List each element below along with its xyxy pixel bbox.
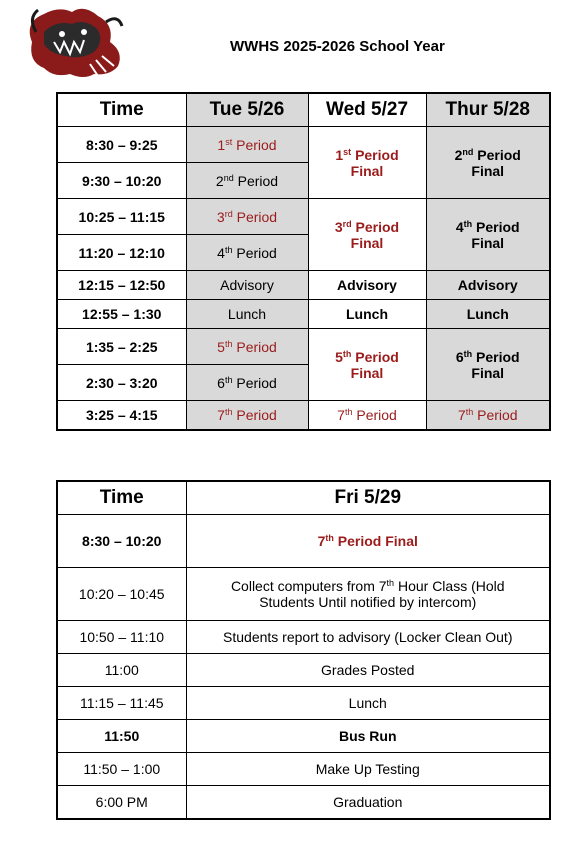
period-cell: 7th Period (426, 401, 550, 430)
table-row (57, 568, 550, 621)
period-cell: 3rd Period (186, 199, 308, 235)
period-cell: 4th Period (186, 235, 308, 271)
final-cell: 4th Period Final (426, 199, 550, 271)
activity-cell: Students report to advisory (Locker Clean Out) (186, 621, 550, 654)
activity-cell: Grades Posted (186, 654, 550, 687)
activity-cell: Graduation (186, 786, 550, 820)
time-cell: 11:00 (57, 654, 186, 687)
table-row (57, 271, 550, 300)
activity-cell: Bus Run (186, 720, 550, 753)
table-row (57, 300, 550, 329)
table-row (57, 199, 550, 235)
time-cell: 12:15 – 12:50 (57, 271, 186, 300)
time-cell: 8:30 – 10:20 (57, 515, 186, 568)
table-row (57, 786, 550, 820)
table-row (57, 621, 550, 654)
page-title: WWHS 2025-2026 School Year (230, 38, 445, 55)
column-header-wed: Wed 5/27 (308, 93, 426, 127)
lunch-cell: Lunch (308, 300, 426, 329)
table-row (57, 654, 550, 687)
table-row (57, 720, 550, 753)
time-cell: 2:30 – 3:20 (57, 365, 186, 401)
column-header-thu: Thur 5/28 (426, 93, 550, 127)
final-cell: 3rd Period Final (308, 199, 426, 271)
activity-cell: Make Up Testing (186, 753, 550, 786)
table-row (57, 753, 550, 786)
time-cell: 12:55 – 1:30 (57, 300, 186, 329)
advisory-cell: Advisory (308, 271, 426, 300)
table-row (57, 687, 550, 720)
period-cell: 2nd Period (186, 163, 308, 199)
lunch-cell: Lunch (186, 300, 308, 329)
activity-cell: 7th Period Final (186, 515, 550, 568)
time-cell: 1:35 – 2:25 (57, 329, 186, 365)
lunch-cell: Lunch (426, 300, 550, 329)
time-cell: 10:25 – 11:15 (57, 199, 186, 235)
time-cell: 11:20 – 12:10 (57, 235, 186, 271)
column-header-time: Time (57, 93, 186, 127)
time-cell: 11:50 – 1:00 (57, 753, 186, 786)
time-cell: 9:30 – 10:20 (57, 163, 186, 199)
time-cell: 8:30 – 9:25 (57, 127, 186, 163)
table-header-row (57, 93, 550, 127)
schedule-table-friday (56, 480, 551, 820)
bear-mascot-icon (14, 2, 132, 80)
schedule-table-midweek (56, 92, 551, 431)
table-row (57, 401, 550, 430)
time-cell: 3:25 – 4:15 (57, 401, 186, 430)
column-header-tue: Tue 5/26 (186, 93, 308, 127)
period-cell: 7th Period (308, 401, 426, 430)
column-header-fri: Fri 5/29 (186, 481, 550, 515)
activity-cell: Lunch (186, 687, 550, 720)
period-cell: 6th Period (186, 365, 308, 401)
table-row (57, 329, 550, 365)
final-cell: 1st Period Final (308, 127, 426, 199)
period-cell: 5th Period (186, 329, 308, 365)
time-cell: 6:00 PM (57, 786, 186, 820)
final-cell: 2nd Period Final (426, 127, 550, 199)
column-header-time: Time (57, 481, 186, 515)
table-row (57, 515, 550, 568)
period-cell: 7th Period (186, 401, 308, 430)
table-row (57, 127, 550, 163)
time-cell: 11:15 – 11:45 (57, 687, 186, 720)
time-cell: 10:20 – 10:45 (57, 568, 186, 621)
time-cell: 11:50 (57, 720, 186, 753)
table-header-row (57, 481, 550, 515)
advisory-cell: Advisory (426, 271, 550, 300)
activity-cell: Collect computers from 7th Hour Class (Hold Students Until notified by intercom) (186, 568, 550, 621)
final-cell: 5th Period Final (308, 329, 426, 401)
period-cell: 1st Period (186, 127, 308, 163)
advisory-cell: Advisory (186, 271, 308, 300)
time-cell: 10:50 – 11:10 (57, 621, 186, 654)
final-cell: 6th Period Final (426, 329, 550, 401)
